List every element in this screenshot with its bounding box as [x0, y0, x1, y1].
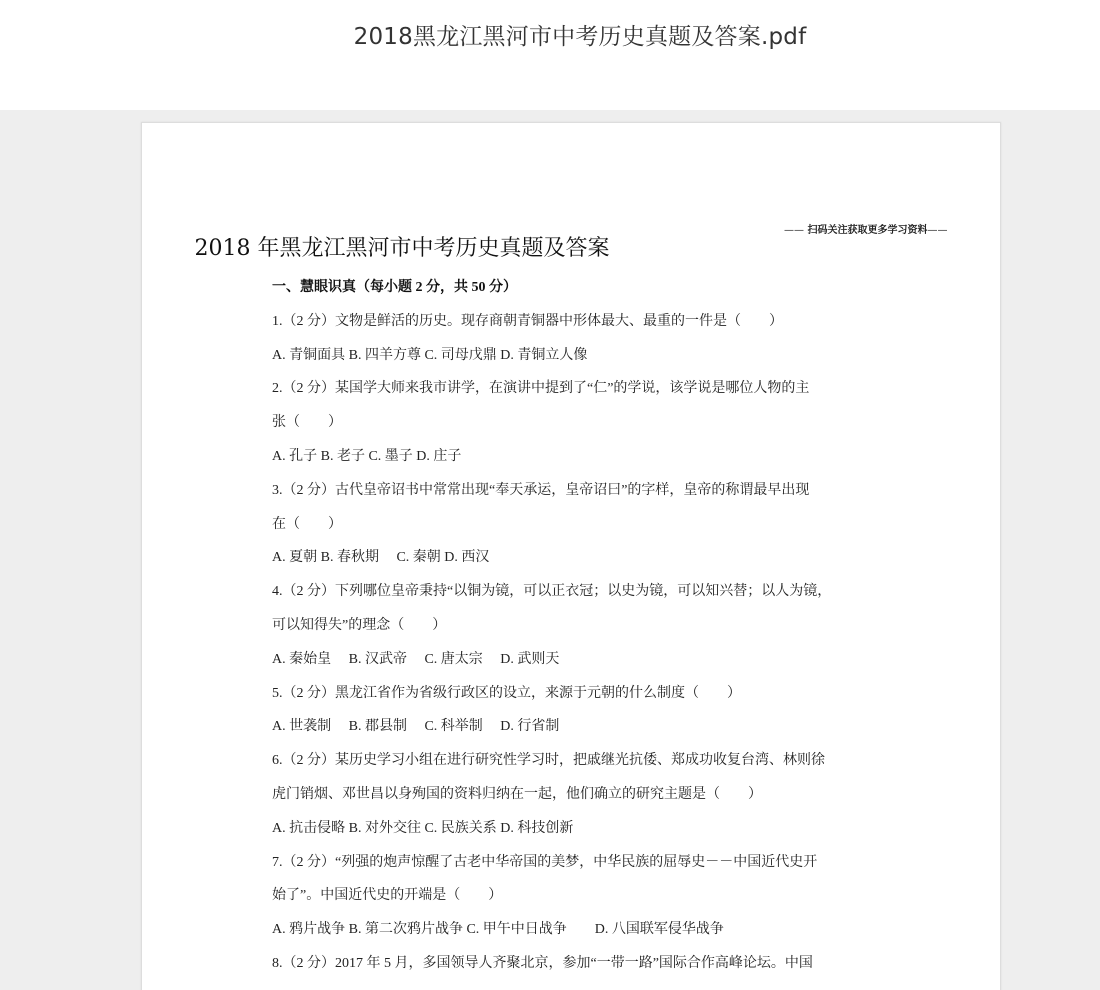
qr-dash-left: —— [784, 225, 804, 236]
question-line: 3.（2 分）古代皇帝诏书中常常出现“奉天承运，皇帝诏曰”的字样，皇帝的称谓最早出现 [272, 482, 810, 498]
document-title: 2018黑龙江黑河市中考历史真题及答案.pdf [353, 24, 807, 50]
question-line: 张（ ） [272, 415, 342, 431]
question-line: 1.（2 分）文物是鲜活的历史。现存商朝青铜器中形体最大、最重的一件是（ ） [272, 313, 783, 329]
question-line: A. 孔子 B. 老子 C. 墨子 D. 庄子 [272, 448, 462, 464]
question-line: 7.（2 分）“列强的炮声惊醒了古老中华帝国的美梦，中华民族的屈辱史－－中国近代史开 [272, 854, 818, 870]
question-line: 始了”。中国近代史的开端是（ ） [272, 888, 503, 904]
question-list [272, 275, 882, 985]
question-line: 2.（2 分）某国学大师来我市讲学，在演讲中提到了“仁”的学说，该学说是哪位人物的主 [272, 381, 810, 397]
question-line: 可以知得失”的理念（ ） [272, 617, 447, 633]
question-line: 在（ ） [272, 516, 342, 532]
question-line: A. 秦始皇 B. 汉武帝 C. 唐太宗 D. 武则天 [272, 651, 560, 667]
question-line: 虎门销烟、邓世昌以身殉国的资料归纳在一起，他们确立的研究主题是（ ） [272, 786, 762, 802]
question-line: 8.（2 分）2017 年 5 月，多国领导人齐聚北京，参加“一带一路”国际合作高峰论坛。中国 [272, 955, 813, 971]
question-line: 6.（2 分）某历史学习小组在进行研究性学习时，把戚继光抗倭、郑成功收复台湾、林则徐 [272, 753, 825, 769]
qr-dash-right: —— [927, 225, 948, 236]
qr-promo-text: 扫码关注获取更多学习资料 [807, 225, 928, 236]
question-line: A. 青铜面具 B. 四羊方尊 C. 司母戊鼎 D. 青铜立人像 [272, 347, 588, 363]
question-line: 4.（2 分）下列哪位皇帝秉持“以铜为镜，可以正衣冠；以史为镜，可以知兴替；以人为镜， [272, 584, 832, 600]
paper-title: 2018 年黑龙江黑河市中考历史真题及答案 [194, 236, 610, 261]
pdf-viewer[interactable] [0, 110, 1100, 990]
pdf-page [141, 122, 1001, 990]
document-header [0, 0, 1100, 110]
qr-promo-note [784, 221, 947, 236]
question-line: A. 世袭制 B. 郡县制 C. 科举制 D. 行省制 [272, 719, 560, 735]
question-line: 5.（2 分）黑龙江省作为省级行政区的设立，来源于元朝的什么制度（ ） [272, 685, 741, 701]
section-heading: 一、慧眼识真（每小题 2 分，共 50 分） [272, 280, 517, 295]
question-line: A. 夏朝 B. 春秋期 C. 秦朝 D. 西汉 [272, 550, 490, 566]
question-line: A. 抗击侵略 B. 对外交往 C. 民族关系 D. 科技创新 [272, 820, 574, 836]
question-line: A. 鸦片战争 B. 第二次鸦片战争 C. 甲午中日战争 D. 八国联军侵华战争 [272, 922, 724, 938]
